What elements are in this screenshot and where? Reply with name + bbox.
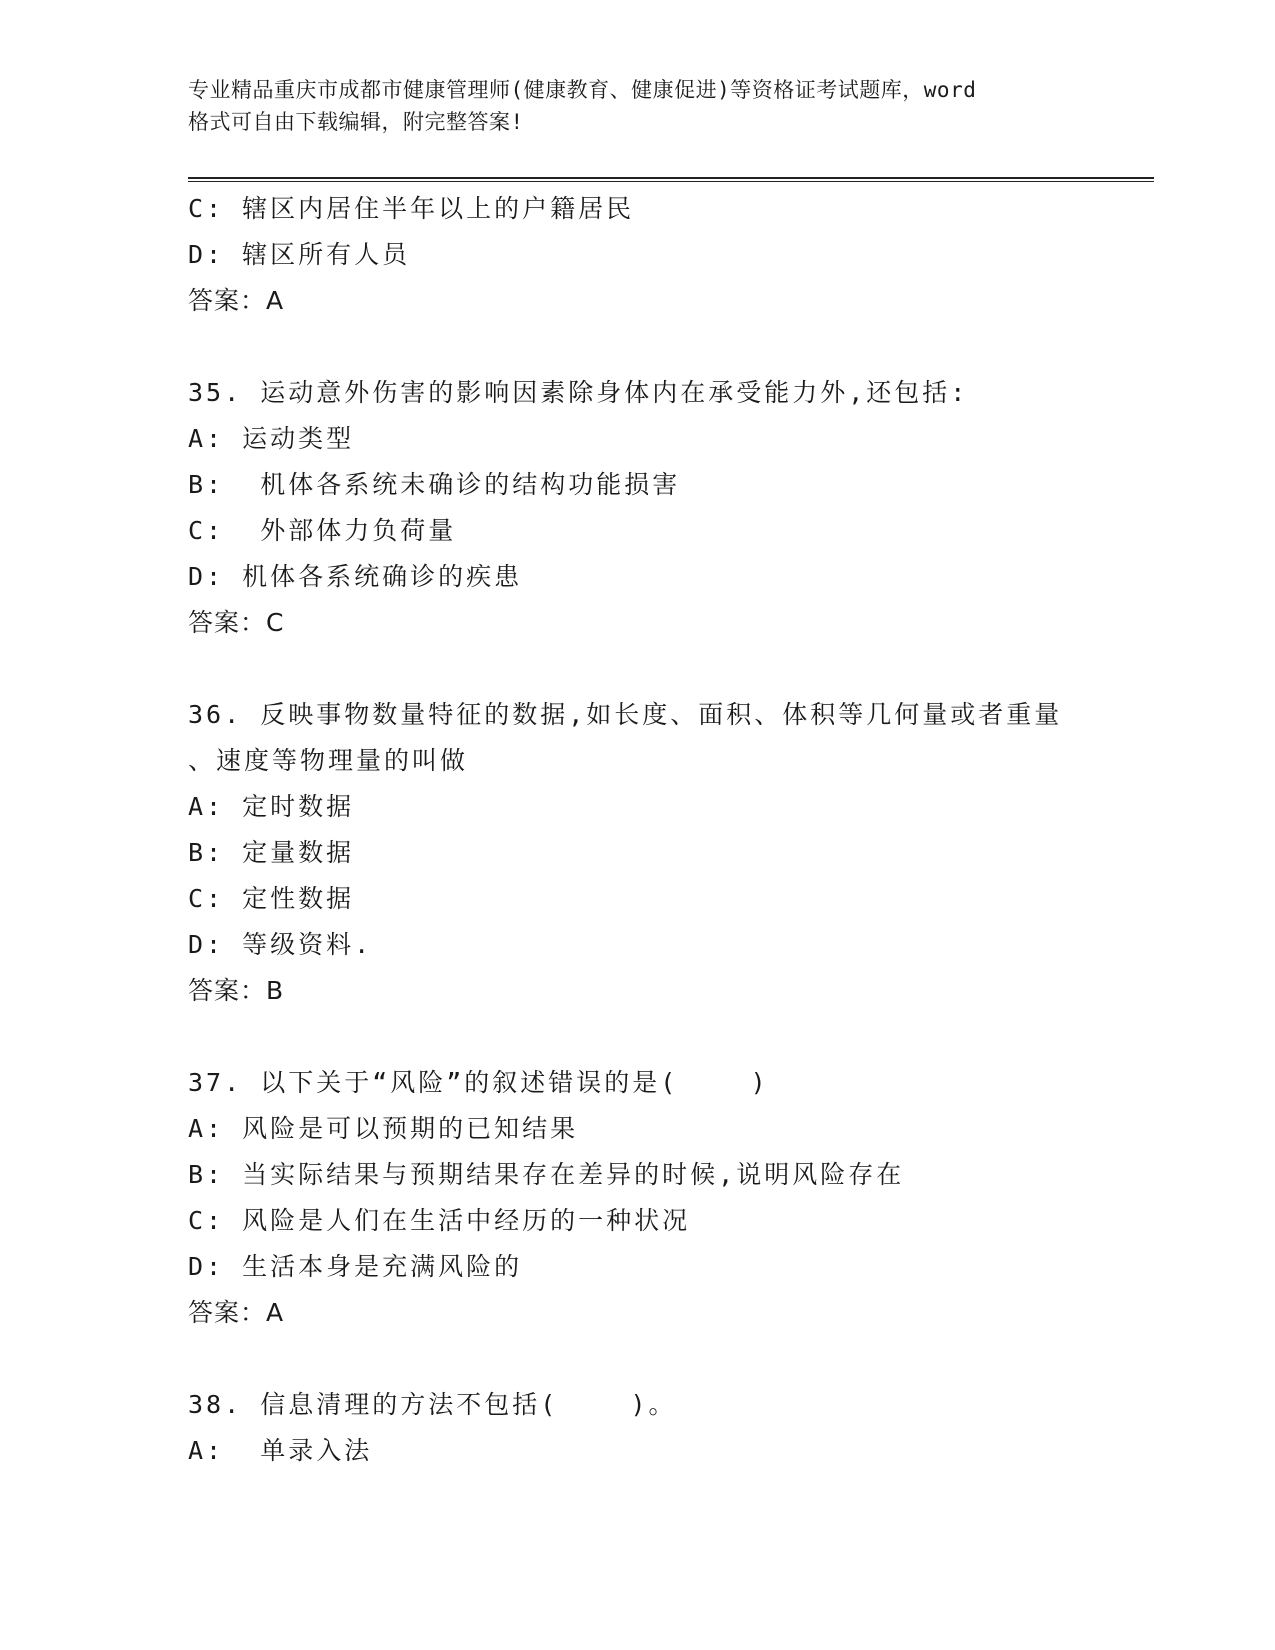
answer-line: 答案：A (188, 1298, 285, 1327)
question-stem: 37. 以下关于“风险”的叙述错误的是( ) (188, 1068, 769, 1097)
question-block-35 (188, 370, 1088, 646)
option-d: D: 机体各系统确诊的疾患 (188, 562, 523, 591)
question-block-prev (188, 186, 1088, 324)
option-a: A: 风险是可以预期的已知结果 (188, 1114, 579, 1143)
spacer (188, 1336, 1088, 1382)
option-a: A: 运动类型 (188, 424, 355, 453)
question-stem: 38. 信息清理的方法不包括( )。 (188, 1390, 677, 1419)
question-block-36 (188, 692, 1088, 1014)
option-c: C: 外部体力负荷量 (188, 516, 457, 545)
spacer (188, 324, 1088, 370)
option-a: A: 定时数据 (188, 792, 355, 821)
header-line-1: 专业精品重庆市成都市健康管理师(健康教育、健康促进)等资格证考试题库，word (188, 78, 977, 102)
question-list (188, 186, 1088, 1474)
page-header (188, 74, 1088, 138)
spacer (188, 1014, 1088, 1060)
option-c: C: 定性数据 (188, 884, 355, 913)
header-divider (188, 177, 1154, 182)
question-block-37 (188, 1060, 1088, 1336)
answer-line: 答案：B (188, 976, 285, 1005)
option-c: C: 风险是人们在生活中经历的一种状况 (188, 1206, 691, 1235)
question-stem-line-1: 36. 反映事物数量特征的数据,如长度、面积、体积等几何量或者重量 (188, 700, 1063, 729)
option-d: D: 等级资料. (188, 930, 373, 959)
question-stem: 35. 运动意外伤害的影响因素除身体内在承受能力外,还包括: (188, 378, 969, 407)
option-d: D: 辖区所有人员 (188, 240, 411, 269)
spacer (188, 646, 1088, 692)
header-line-2: 格式可自由下载编辑，附完整答案! (188, 110, 524, 134)
question-block-38 (188, 1382, 1088, 1474)
option-d: D: 生活本身是充满风险的 (188, 1252, 523, 1281)
answer-line: 答案：A (188, 286, 285, 315)
option-c: C: 辖区内居住半年以上的户籍居民 (188, 194, 635, 223)
question-stem-line-2: 、速度等物理量的叫做 (188, 746, 469, 775)
option-a: A: 单录入法 (188, 1436, 373, 1465)
answer-line: 答案：C (188, 608, 285, 637)
option-b: B: 机体各系统未确诊的结构功能损害 (188, 470, 681, 499)
option-b: B: 定量数据 (188, 838, 355, 867)
option-b: B: 当实际结果与预期结果存在差异的时候,说明风险存在 (188, 1160, 905, 1189)
